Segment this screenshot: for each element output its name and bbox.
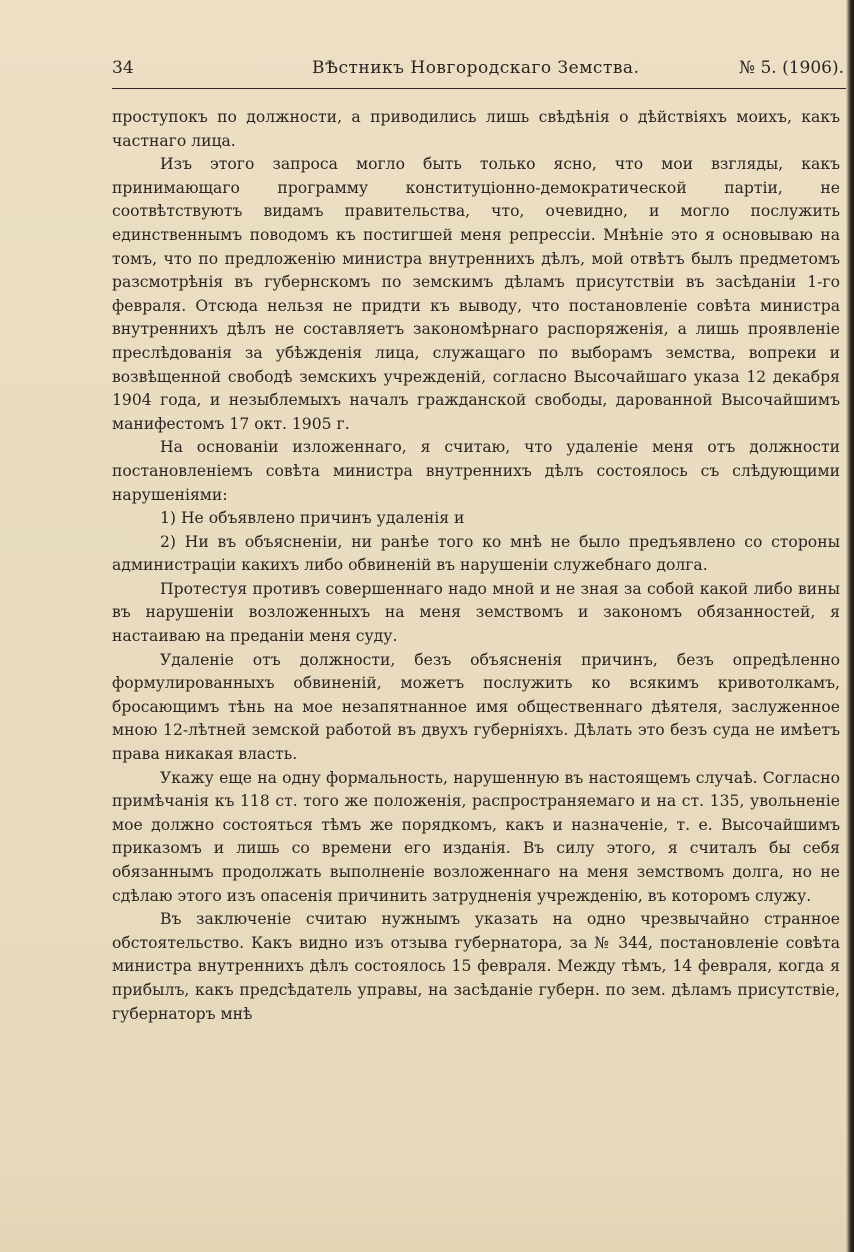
page-number: 34 <box>112 58 134 78</box>
paragraph: Удаленіе отъ должности, безъ объясненія причинъ, безъ опредѣленно формулированныхъ обвиненій, можетъ послужить ко всякимъ кривотолкамъ, бросающимъ тѣнь на мое незапятнанное имя общественнаго дѣятеля, заслуженное мною 12-лѣтней земской работой въ двухъ губерніяхъ. Дѣлать это безъ суда не имѣетъ права никакая власть. <box>112 650 840 764</box>
page-bottom-margin <box>0 1162 854 1252</box>
paragraph: Изъ этого запроса могло быть только ясно, что мои взгляды, какъ принимающаго программу конституціонно-демократической партіи, не соотвѣтствуютъ видамъ правительства, что, очевидно, и могло послужить единственнымъ поводомъ къ постигшей меня репрессіи. Мнѣніе это я основываю на томъ, что по предложенію министра внутреннихъ дѣлъ, мой отвѣтъ былъ предметомъ разсмотрѣнія въ губернскомъ по земскимъ дѣламъ присутствіи въ засѣданіи 1-го февраля. Отсюда нельзя не придти къ выводу, что постановленіе совѣта министра внутреннихъ дѣлъ не составляетъ закономѣрнаго распоряженія, а лишь проявленіе преслѣдованія за убѣжденія лица, служащаго по выборамъ земства, вопреки и возвѣщенной свободѣ земскихъ учрежденій, согласно Высочайшаго указа 12 декабря 1904 года, и незыблемыхъ началъ гражданской свободы, дарованной Высочайшимъ манифестомъ 17 окт. 1905 г. <box>112 155 840 433</box>
paragraph: Укажу еще на одну формальность, нарушенную въ настоящемъ случаѣ. Согласно примѣчанія къ 118 ст. того же положенія, распространяемаго и на ст. 135, увольненіе мое должно состояться тѣмъ же порядкомъ, какъ и назначеніе, т. е. Высочайшимъ приказомъ и лишь со времени его изданія. Въ силу этого, я считалъ бы себя обязаннымъ продолжать выполненіе возложеннаго на меня земствомъ долга, но не сдѣлаю этого изъ опасенія причинить затрудненія учрежденію, въ которомъ служу. <box>112 768 840 905</box>
journal-title: ВѢстникъ Новгородскаго Земства. <box>312 58 640 78</box>
paragraph: Протестуя противъ совершеннаго надо мной и не зная за собой какой либо вины въ нарушеніи возложенныхъ на меня земствомъ и закономъ обязанностей, я настаиваю на преданіи меня суду. <box>112 579 840 646</box>
issue-number: № 5. (1906). <box>738 58 844 78</box>
body-text <box>112 106 840 1026</box>
page-edge-shadow <box>846 0 854 1252</box>
list-item: 2) Ни въ объясненіи, ни ранѣе того ко мнѣ не было предъявлено со стороны администраціи какихъ либо обвиненій въ нарушеніи служебнаго долга. <box>112 532 840 575</box>
paragraph: Въ заключеніе считаю нужнымъ указать на одно чрезвычайно странное обстоятельство. Какъ видно изъ отзыва губернатора, за № 344, постановленіе совѣта министра внутреннихъ дѣлъ состоялось 15 февраля. Между тѣмъ, 14 февраля, когда я прибылъ, какъ предсѣдатель управы, на засѣданіе губерн. по зем. дѣламъ присутствіе, губернаторъ мнѣ <box>112 910 840 1023</box>
paragraph: На основаніи изложеннаго, я считаю, что удаленіе меня отъ должности постановленіемъ совѣта министра внутреннихъ дѣлъ состоялось съ слѣдующими нарушеніями: <box>112 438 840 504</box>
header-rule <box>112 88 846 89</box>
running-header <box>112 56 846 86</box>
list-item: 1) Не объявлено причинъ удаленія и <box>160 509 465 528</box>
paragraph: проступокъ по должности, а приводились лишь свѣдѣнія о дѣйствіяхъ моихъ, какъ частнаго лица. <box>112 108 840 150</box>
